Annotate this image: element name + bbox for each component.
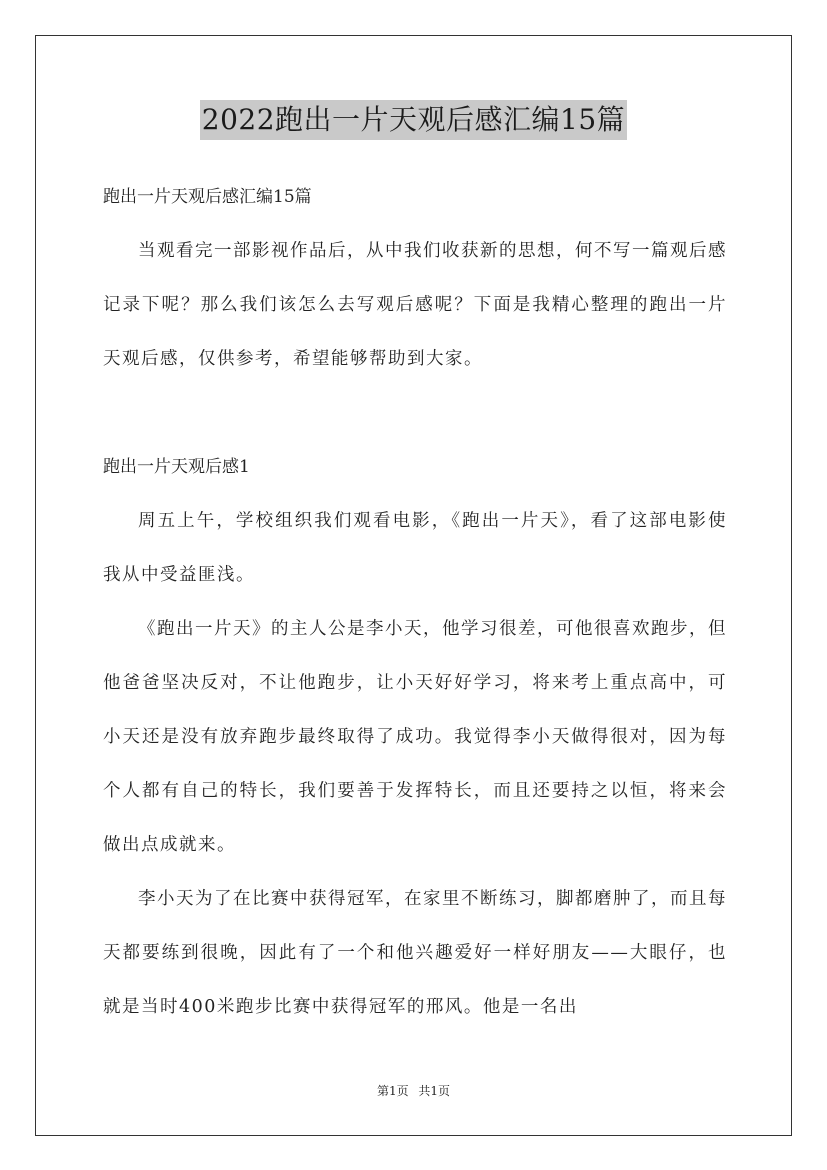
body-paragraph-2: 《跑出一片天》的主人公是李小天，他学习很差，可他很喜欢跑步，但他爸爸坚决反对，不让他跑步，让小天好好学习，将来考上重点高中，可小天还是没有放弃跑步最终取得了成功。我觉得李小天做得很对，因为每个人都有自己的特长，我们要善于发挥特长，而且还要持之以恒，将来会做出点成就来。 (103, 619, 727, 855)
page-number-total: 共1页 (418, 1084, 451, 1098)
intro-paragraph: 当观看完一部影视作品后，从中我们收获新的思想，何不写一篇观后感记录下呢？那么我们该怎么去写观后感呢？下面是我精心整理的跑出一片天观后感，仅供参考，希望能够帮助到大家。 (103, 241, 727, 369)
document-title: 2022跑出一片天观后感汇编15篇 (200, 100, 627, 140)
title-wrap (0, 100, 827, 140)
page-footer (0, 1082, 827, 1099)
section-heading: 跑出一片天观后感1 (103, 457, 250, 477)
body-paragraph-3: 李小天为了在比赛中获得冠军，在家里不断练习，脚都磨肿了，而且每天都要练到很晚，因此有了一个和他兴趣爱好一样好朋友——大眼仔，也就是当时400米跑步比赛中获得冠军的邢风。他是一名出 (103, 889, 727, 1017)
body-paragraph-1: 周五上午，学校组织我们观看电影，《跑出一片天》，看了这部电影使我从中受益匪浅。 (103, 511, 727, 585)
page-number-current: 第1页 (376, 1084, 409, 1098)
document-body (103, 170, 727, 1034)
paragraph-spacer (103, 386, 727, 440)
document-subtitle: 跑出一片天观后感汇编15篇 (103, 187, 312, 207)
